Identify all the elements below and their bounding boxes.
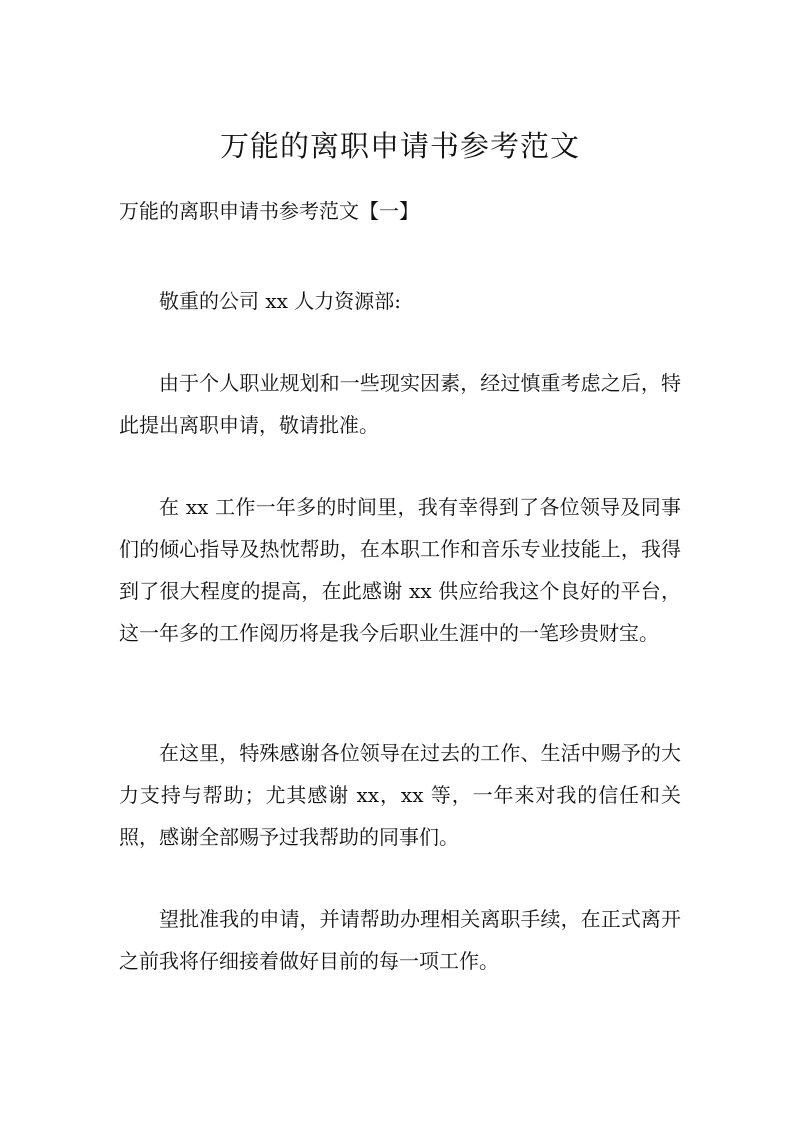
section-heading: 万能的离职申请书参考范文【一】 [119, 199, 419, 223]
document-title: 万能的离职申请书参考范文 [219, 129, 580, 163]
paragraph-reason: 由于个人职业规划和一些现实因素，经过慎重考虑之后，特此提出离职申请，敬请批准。 [119, 371, 681, 437]
paragraph-gratitude-work: 在 xx 工作一年多的时间里，我有幸得到了各位领导及同事们的倾心指导及热忱帮助，在本职工作和音乐专业技能上，我得到了很大程度的提高，在此感谢 xx 供应给我这个良好的平台，这一年多的工作阅历将是我今后职业生涯中的一笔珍贵财宝。 [119, 495, 681, 645]
paragraph-gratitude-colleagues: 在这里，特殊感谢各位领导在过去的工作、生活中赐予的大力支持与帮助；尤其感谢 xx，xx 等，一年来对我的信任和关照，感谢全部赐予过我帮助的同事们。 [119, 741, 681, 849]
salutation: 敬重的公司 xx 人力资源部: [159, 289, 402, 313]
paragraph-request-approval: 望批准我的申请，并请帮助办理相关离职手续，在正式离开之前我将仔细接着做好目前的每一项工作。 [119, 907, 681, 973]
